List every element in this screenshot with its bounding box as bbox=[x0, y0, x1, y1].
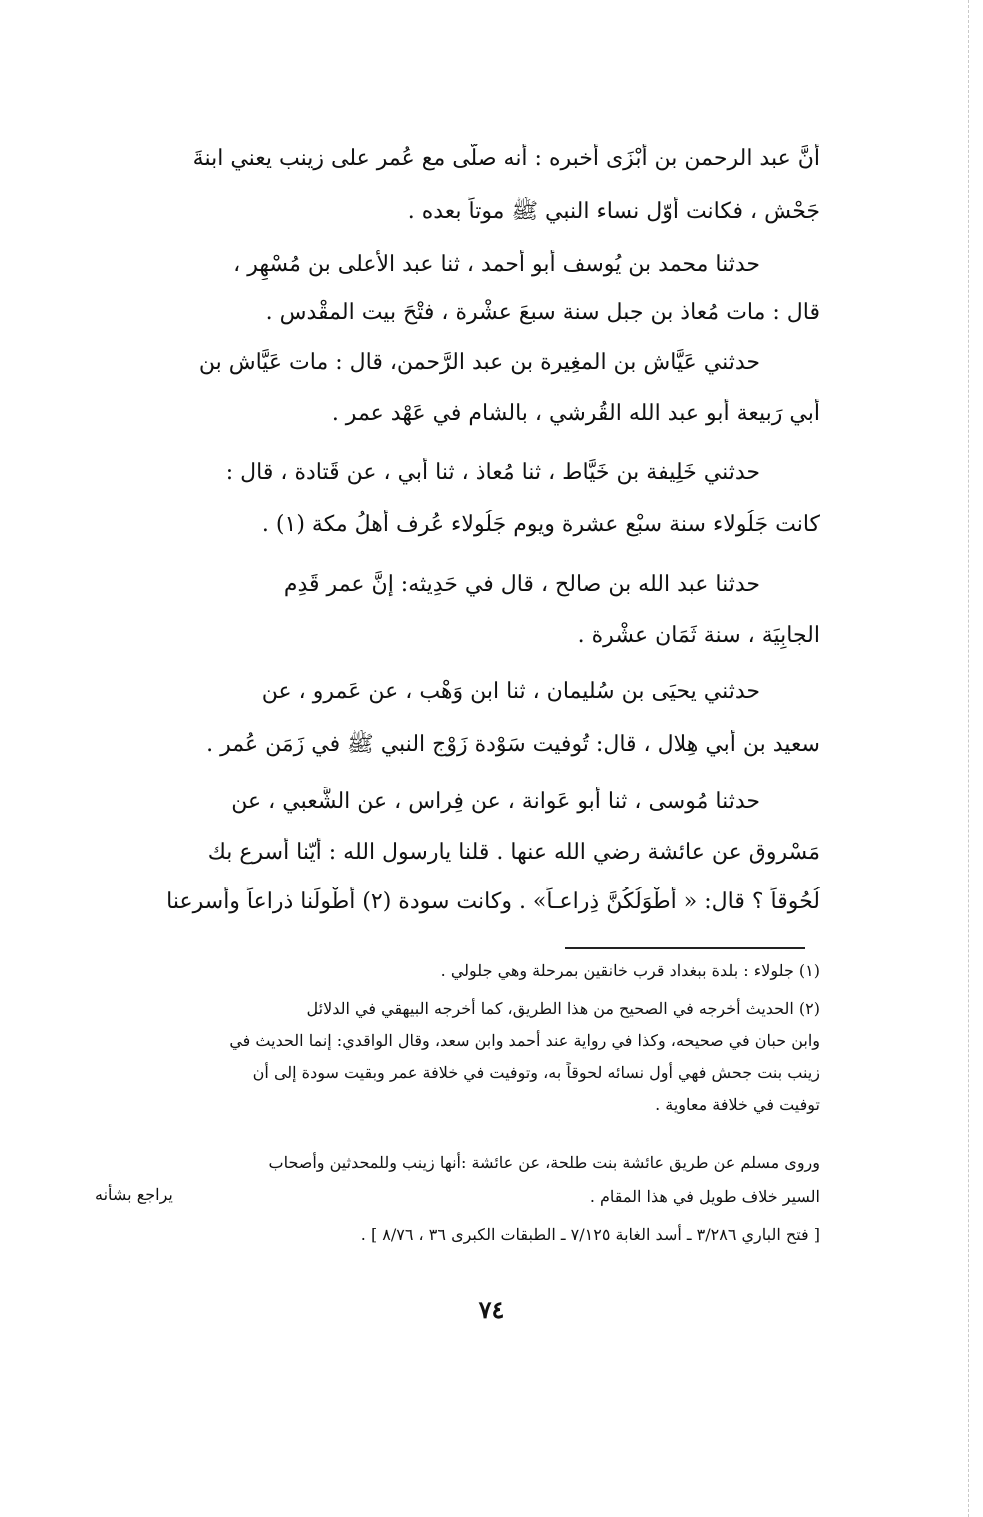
footnote-line: زينب بنت جحش فهي أول نسائه لحوقاً به، وتوفيت في خلافة عمر وبقيت سودة إلى أن bbox=[252, 1063, 820, 1082]
footnote-line: وروى مسلم عن طريق عائشة بنت طلحة، عن عائشة :أنها زينب وللمحدثين وأصحاب bbox=[268, 1153, 820, 1172]
body-line: سعيد بن أبي هِلال ، قال: تُوفيت سَوْدة زَوْج النبي ﷺ في زَمَن عُمر . bbox=[206, 732, 820, 757]
footnote-separator bbox=[565, 947, 805, 949]
footnote-line: (٢) الحديث أخرجه في الصحيح من هذا الطريق، كما أخرجه البيهقي في الدلائل bbox=[306, 999, 820, 1018]
body-line: قال : مات مُعاذ بن جبل سنة سبعَ عشْرة ، فتْحَ بيت المقْدس . bbox=[265, 300, 820, 325]
body-line: حدثني يحيَى بن سُليمان ، ثنا ابن وَهْب ، عن عَمرو ، عن bbox=[261, 679, 760, 704]
body-line: لُحُوقاً ؟ قال: « أَطْوَلُكُنَّ ذِراعـاً» . وكانت سودة (٢) أطْولَنا ذراعاً وأسرعنا bbox=[166, 889, 820, 914]
footnote-line: السير خلاف طويل في هذا المقام . bbox=[589, 1187, 820, 1206]
body-line: أنَّ عبد الرحمن بن أَبْزَى أخبره : أنه صلَّى مع عُمر على زينب يعني ابنةَ bbox=[192, 146, 820, 171]
body-line: أبي رَبيعة أبو عبد الله القُرشي ، بالشام في عَهْد عمر . bbox=[331, 401, 820, 426]
footnote-reference: [ فتح الباري ٣/٢٨٦ ـ أسد الغابة ٧/١٢٥ ـ الطبقات الكبرى ٣٦ ، ٨/٧٦ ] . bbox=[360, 1225, 820, 1244]
body-line: مَسْروق عن عائشة رضي الله عنها . قلنا يارسول الله : أيّنا أسرع بك bbox=[207, 840, 820, 865]
body-line: حدثنا عبد الله بن صالح ، قال في حَدِيثه: إنَّ عمر قَدِم bbox=[283, 572, 760, 597]
footnote-aside: يراجع بشأنه bbox=[95, 1185, 173, 1204]
body-line: جَحْش ، فكانت أوّل نساء النبي ﷺ موتاً بعده . bbox=[407, 199, 820, 224]
footnote-line: (١) جلولاء : بلدة ببغداد قرب خانقين بمرحلة وهي جلولي . bbox=[440, 961, 820, 980]
footnote-line: وابن حبان في صحيحه، وكذا في رواية عند أحمد وابن سعد، وقال الواقدي: إنما الحديث في bbox=[229, 1031, 820, 1050]
body-line: حدثني خَلِيفة بن خَيَّاط ، ثنا مُعاذ ، ثنا أبي ، عن قَتادة ، قال : bbox=[225, 460, 760, 485]
page-number: ٧٤ bbox=[478, 1295, 505, 1324]
body-line: الجابِيَة ، سنة ثَمَان عشْرة . bbox=[577, 623, 820, 648]
body-line: حدثنا محمد بن يُوسف أبو أحمد ، ثنا عبد الأعلى بن مُسْهِر ، bbox=[233, 252, 760, 277]
body-line: حدثني عَيَّاش بن المغِيرة بن عبد الرَّحمن، قال : مات عَيَّاش بن bbox=[198, 350, 760, 375]
body-line: كانت جَلُولاء سنة سبْع عشرة ويوم جَلُولاء عُرف أهلُ مكة (١) . bbox=[261, 512, 820, 537]
body-line: حدثنا مُوسى ، ثنا أبو عَوانة ، عن فِراس ، عن الشَّعبي ، عن bbox=[231, 789, 760, 814]
footnote-line: توفيت في خلافة معاوية . bbox=[655, 1095, 820, 1114]
page-edge-rule bbox=[968, 0, 969, 1517]
